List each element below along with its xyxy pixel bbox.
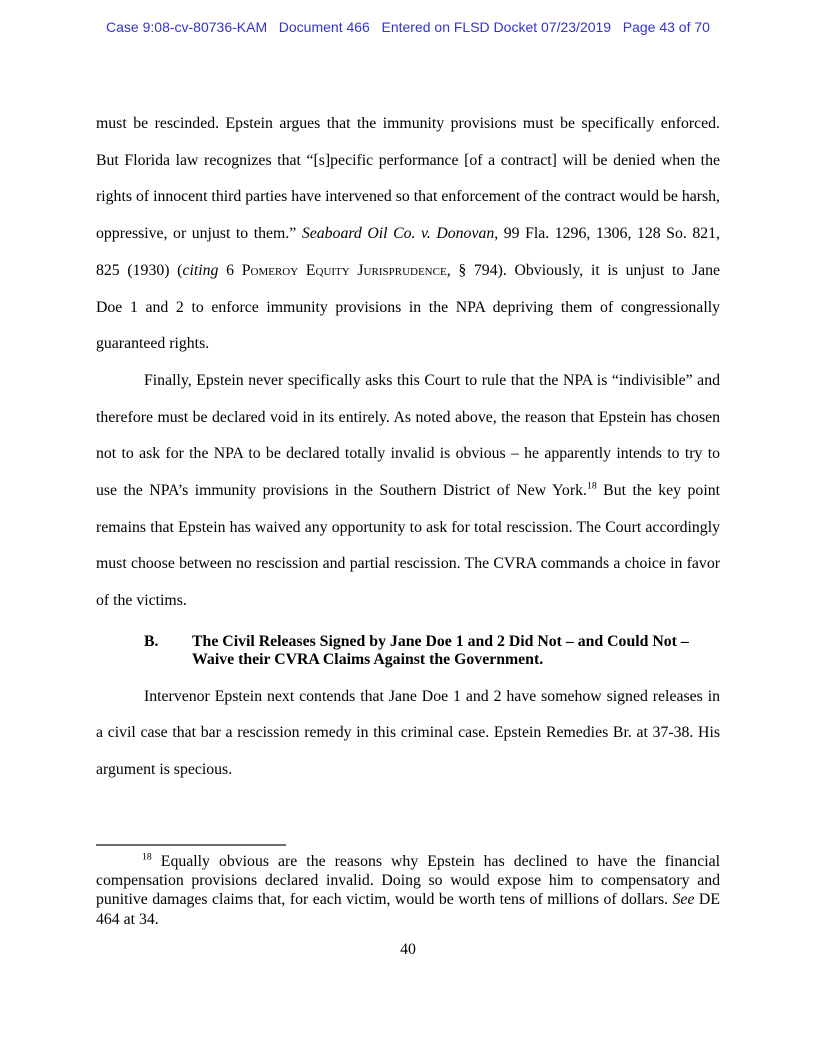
text-segment: 464 at 34. — [96, 910, 159, 928]
text-line — [96, 326, 720, 363]
text-segment: use the NPA’s immunity provisions in the Southern District of New York. — [96, 482, 587, 500]
text-segment: , § 794). Obviously, it is unjust to Jane — [446, 261, 720, 279]
superscript: 18 — [586, 480, 597, 492]
text-segment: punitive damages claims that, for each victim, would be worth tens of millions of dollars. — [96, 891, 673, 909]
text-segment: must choose between no rescission and partial rescission. The CVRA commands a choice in favor — [96, 555, 720, 573]
text-line — [96, 910, 720, 929]
case-docket-header: Case 9:08-cv-80736-KAM Document 466 Entered on FLSD Docket 07/23/2019 Page 43 of 70 — [106, 19, 710, 35]
text-segment: must be rescinded. Epstein argues that the immunity provisions must be specifically enforced. — [96, 115, 720, 132]
text-segment: Finally, Epstein never specifically asks this Court to rule that the NPA is “indivisible” and — [144, 371, 720, 389]
text-segment: rights of innocent third parties have intervened so that enforcement of the contract would be harsh, — [96, 188, 720, 206]
text-segment: therefore must be declared void in its entirely. As noted above, the reason that Epstein has chosen — [96, 408, 720, 426]
text-segment: oppressive, or unjust to them.” — [96, 225, 302, 243]
text-segment: 825 (1930) ( — [96, 261, 183, 279]
text-line — [96, 253, 720, 290]
text-segment: See — [672, 891, 695, 909]
text-line — [96, 679, 720, 716]
text-segment: remains that Epstein has waived any opportunity to ask for total rescission. The Court accordingly — [96, 518, 720, 536]
section-heading — [96, 633, 720, 670]
text-line — [96, 510, 720, 547]
document-body — [96, 106, 720, 789]
text-segment: Seaboard Oil Co. v. Donovan — [301, 225, 495, 243]
footnote-text — [96, 852, 720, 929]
text-segment: DE — [694, 891, 720, 909]
text-line — [192, 651, 720, 669]
text-line — [96, 400, 720, 437]
text-line — [96, 715, 720, 752]
footnote-area — [96, 844, 720, 929]
text-segment: not to ask for the NPA to be declared totally invalid is obvious – he apparently intends to try to — [96, 445, 720, 463]
text-segment: Pomeroy Equity Jurisprudence — [241, 261, 447, 279]
text-segment: Waive their CVRA Claims Against the Government. — [192, 651, 544, 669]
text-segment: , 99 Fla. 1296, 1306, 128 So. 821, — [494, 225, 720, 243]
text-segment: Intervenor Epstein next contends that Jane Doe 1 and 2 have somehow signed releases in — [144, 687, 720, 705]
text-segment: compensation provisions declared invalid. Doing so would expose him to compensatory and — [96, 872, 720, 890]
text-segment: 6 — [218, 261, 242, 279]
text-segment: a civil case that bar a rescission remedy in this criminal case. Epstein Remedies Br. at 37-38. His — [96, 724, 720, 742]
text-segment: But Florida law recognizes that “[s]pecific performance [of a contract] will be denied when the — [96, 151, 720, 169]
text-segment: argument is specious. — [96, 761, 233, 779]
text-line — [192, 633, 720, 651]
text-line — [96, 143, 720, 180]
page-number: 40 — [400, 941, 416, 958]
text-line — [96, 852, 720, 871]
text-segment: The Civil Releases Signed by Jane Doe 1 and 2 Did Not – and Could Not – — [192, 632, 689, 650]
text-line — [96, 546, 720, 583]
text-line — [96, 583, 720, 620]
paragraph — [96, 106, 720, 363]
text-line — [96, 216, 720, 253]
text-line — [96, 752, 720, 789]
paragraph — [96, 679, 720, 789]
superscript: 18 — [142, 851, 152, 863]
text-segment: citing — [182, 261, 219, 279]
text-line — [96, 179, 720, 216]
text-line — [96, 890, 720, 909]
footnote-separator — [96, 844, 286, 846]
text-line — [96, 436, 720, 473]
text-segment: But the key point — [596, 482, 720, 500]
paragraph — [96, 363, 720, 620]
text-line — [96, 363, 720, 400]
text-segment: Equally obvious are the reasons why Epstein has declined to have the financial — [151, 853, 720, 870]
text-line — [96, 871, 720, 890]
text-line — [96, 290, 720, 327]
section-heading-label: B. — [144, 632, 159, 650]
text-line — [96, 106, 720, 143]
text-line — [96, 473, 720, 510]
text-segment: of the victims. — [96, 592, 187, 610]
text-segment: guaranteed rights. — [96, 335, 210, 353]
text-segment: Doe 1 and 2 to enforce immunity provisions in the NPA depriving them of congressionally — [96, 298, 720, 316]
